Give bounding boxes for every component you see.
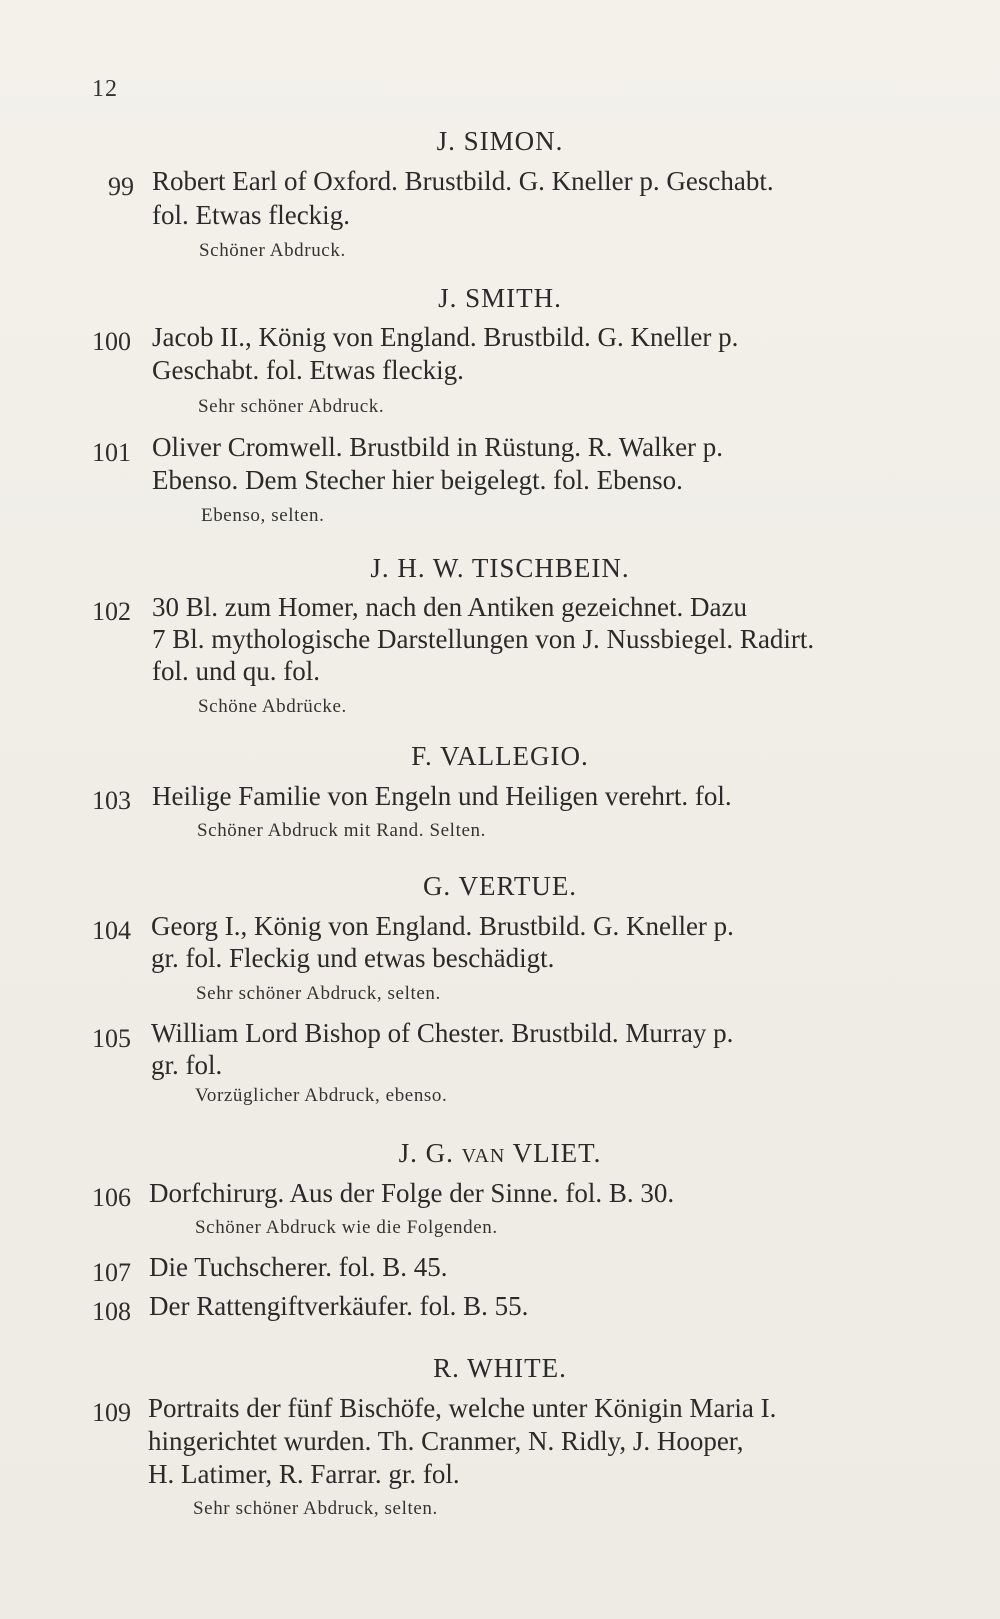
section-heading-simon: J. SIMON. bbox=[436, 126, 564, 156]
condition-note: Schöne Abdrücke. bbox=[198, 696, 347, 717]
page-number: 12 bbox=[92, 76, 118, 102]
lot-text-line: gr. fol. Fleckig und etwas beschädigt. bbox=[151, 943, 555, 973]
lot-number: 107 bbox=[92, 1258, 131, 1287]
lot-text-line: fol. Etwas fleckig. bbox=[152, 200, 350, 230]
condition-note: Schöner Abdruck. bbox=[199, 240, 346, 261]
lot-number: 99 bbox=[108, 172, 134, 201]
lot-number: 100 bbox=[92, 327, 131, 356]
lot-text-line: fol. und qu. fol. bbox=[152, 656, 320, 686]
lot-text-line: Heilige Familie von Engeln und Heiligen verehrt. fol. bbox=[152, 781, 732, 811]
lot-text-line: Der Rattengiftverkäufer. fol. B. 55. bbox=[149, 1291, 529, 1321]
lot-number: 103 bbox=[92, 786, 131, 815]
lot-number: 106 bbox=[92, 1183, 131, 1212]
lot-text-line: H. Latimer, R. Farrar. gr. fol. bbox=[148, 1459, 460, 1489]
lot-text-line: 30 Bl. zum Homer, nach den Antiken gezeichnet. Dazu bbox=[152, 592, 747, 622]
section-heading-van-vliet bbox=[0, 1138, 1000, 1169]
condition-note: Ebenso, selten. bbox=[201, 505, 325, 526]
lot-text-line: Ebenso. Dem Stecher hier beigelegt. fol. Ebenso. bbox=[152, 465, 683, 495]
condition-note: Sehr schöner Abdruck, selten. bbox=[193, 1498, 438, 1519]
lot-text-line: Robert Earl of Oxford. Brustbild. G. Kneller p. Geschabt. bbox=[152, 166, 774, 196]
lot-text-line: Portraits der fünf Bischöfe, welche unter Königin Maria I. bbox=[148, 1393, 777, 1423]
condition-note: Schöner Abdruck mit Rand. Selten. bbox=[197, 820, 486, 841]
section-heading-vertue: G. VERTUE. bbox=[422, 871, 578, 901]
lot-text-line: gr. fol. bbox=[151, 1050, 223, 1080]
condition-note: Sehr schöner Abdruck, selten. bbox=[196, 983, 441, 1004]
lot-text-line: Geschabt. fol. Etwas fleckig. bbox=[152, 355, 464, 385]
lot-number: 102 bbox=[92, 597, 131, 626]
section-heading-tischbein: J. H. W. TISCHBEIN. bbox=[370, 553, 630, 583]
lot-number: 108 bbox=[92, 1297, 131, 1326]
heading-part-small-caps: VAN bbox=[461, 1145, 506, 1167]
lot-text-line: Oliver Cromwell. Brustbild in Rüstung. R. Walker p. bbox=[152, 432, 724, 462]
lot-text-line: Georg I., König von England. Brustbild. G. Kneller p. bbox=[151, 911, 734, 941]
heading-part: VLIET. bbox=[505, 1138, 602, 1168]
lot-text-line: Die Tuchscherer. fol. B. 45. bbox=[149, 1252, 448, 1282]
condition-note: Sehr schöner Abdruck. bbox=[198, 396, 385, 417]
lot-number: 109 bbox=[92, 1398, 131, 1427]
lot-text-line: William Lord Bishop of Chester. Brustbild. Murray p. bbox=[151, 1018, 734, 1048]
lot-number: 104 bbox=[92, 916, 131, 945]
lot-number: 105 bbox=[92, 1024, 131, 1053]
heading-part: J. G. bbox=[398, 1138, 462, 1168]
lot-text-line: Dorfchirurg. Aus der Folge der Sinne. fol. B. 30. bbox=[149, 1178, 675, 1208]
lot-number: 101 bbox=[92, 438, 131, 467]
section-heading-white: R. WHITE. bbox=[433, 1353, 567, 1383]
condition-note: Schöner Abdruck wie die Folgenden. bbox=[195, 1217, 498, 1238]
section-heading-vallegio: F. VALLEGIO. bbox=[411, 741, 589, 771]
lot-text-line: hingerichtet wurden. Th. Cranmer, N. Ridly, J. Hooper, bbox=[148, 1426, 744, 1456]
lot-text-line: Jacob II., König von England. Brustbild. G. Kneller p. bbox=[152, 322, 739, 352]
lot-text-line: 7 Bl. mythologische Darstellungen von J. Nussbiegel. Radirt. bbox=[152, 624, 815, 654]
condition-note: Vorzüglicher Abdruck, ebenso. bbox=[195, 1085, 448, 1106]
section-heading-smith: J. SMITH. bbox=[438, 283, 562, 313]
